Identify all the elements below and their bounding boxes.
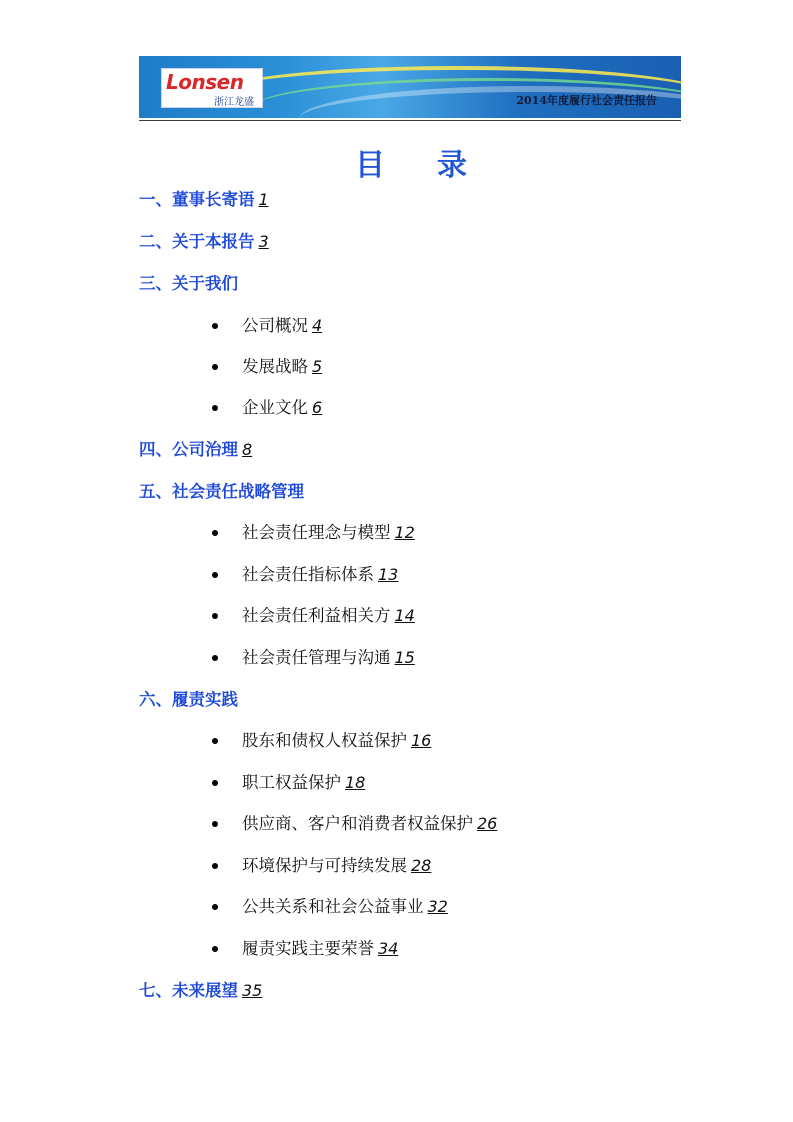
toc-entry-label: 社会责任利益相关方 [242,606,391,625]
toc-subsection-entry[interactable] [242,565,398,585]
bullet-icon [212,821,218,827]
toc-page-link[interactable]: 16 [411,731,432,750]
toc-entry-label: 公共关系和社会公益事业 [242,897,424,916]
toc-entry-label: 发展战略 [242,357,308,376]
toc-page-link[interactable]: 12 [394,523,415,542]
toc-subsection-entry[interactable] [242,357,322,377]
toc-page-link[interactable]: 4 [312,316,323,335]
toc-subsection-entry[interactable] [242,648,415,668]
toc-entry-label: 五、社会责任战略管理 [139,482,304,501]
toc-entry-label: 企业文化 [242,398,308,417]
toc-section-entry[interactable] [139,981,262,1001]
company-logo [161,68,263,108]
toc-entry-label: 七、未来展望 [139,981,238,1000]
toc-section-entry[interactable] [139,690,238,710]
toc-subsection-entry[interactable] [242,814,497,834]
toc-entry-label: 社会责任理念与模型 [242,523,391,542]
toc-section-entry[interactable] [139,274,238,294]
bullet-icon [212,738,218,744]
toc-subsection-entry[interactable] [242,523,415,543]
bullet-icon [212,572,218,578]
bullet-icon [212,946,218,952]
bullet-icon [212,655,218,661]
toc-entry-label: 职工权益保护 [242,773,341,792]
toc-page-link[interactable]: 18 [345,773,366,792]
toc-page-link[interactable]: 3 [258,232,269,251]
toc-entry-label: 公司概况 [242,316,308,335]
toc-subsection-entry[interactable] [242,316,322,336]
toc-section-entry[interactable] [139,440,252,460]
bullet-icon [212,530,218,536]
toc-subsection-entry[interactable] [242,398,322,418]
bullet-icon [212,863,218,869]
header-divider [139,120,681,121]
toc-entry-label: 社会责任指标体系 [242,565,374,584]
toc-page-link[interactable]: 1 [258,190,269,209]
toc-entry-label: 六、履责实践 [139,690,238,709]
toc-entry-label: 环境保护与可持续发展 [242,856,407,875]
toc-page-link[interactable]: 5 [312,357,323,376]
toc-page-link[interactable]: 32 [427,897,448,916]
logo-wordmark: Lonsen [166,70,244,94]
toc-subsection-entry[interactable] [242,773,365,793]
toc-section-entry[interactable] [139,482,304,502]
bullet-icon [212,364,218,370]
toc-page-link[interactable]: 28 [411,856,432,875]
toc-subsection-entry[interactable] [242,731,431,751]
toc-subsection-entry[interactable] [242,606,415,626]
toc-page-link[interactable]: 8 [242,440,253,459]
bullet-icon [212,780,218,786]
toc-entry-label: 供应商、客户和消费者权益保护 [242,814,473,833]
toc-entry-label: 社会责任管理与沟通 [242,648,391,667]
bullet-icon [212,904,218,910]
toc-page-link[interactable]: 13 [378,565,399,584]
toc-entry-label: 二、关于本报告 [139,232,255,251]
toc-section-entry[interactable] [139,190,269,210]
toc-subsection-entry[interactable] [242,856,431,876]
toc-section-entry[interactable] [139,232,269,252]
bullet-icon [212,323,218,329]
toc-entry-label: 三、关于我们 [139,274,238,293]
toc-page-link[interactable]: 15 [394,648,415,667]
toc-subsection-entry[interactable] [242,939,398,959]
toc-page-link[interactable]: 26 [477,814,498,833]
toc-title: 目录 [355,148,519,183]
bullet-icon [212,405,218,411]
toc-entry-label: 四、公司治理 [139,440,238,459]
toc-entry-label: 履责实践主要荣誉 [242,939,374,958]
toc-page-link[interactable]: 6 [312,398,323,417]
toc-page-link[interactable]: 14 [394,606,415,625]
toc-page-link[interactable]: 35 [242,981,263,1000]
logo-subtext: 浙江龙盛 [214,97,254,108]
toc-entry-label: 一、董事长寄语 [139,190,255,209]
report-title: 2014年度履行社会责任报告 [516,94,657,107]
report-header-banner [139,56,681,118]
toc-subsection-entry[interactable] [242,897,448,917]
toc-entry-label: 股东和债权人权益保护 [242,731,407,750]
bullet-icon [212,613,218,619]
toc-page-link[interactable]: 34 [378,939,399,958]
